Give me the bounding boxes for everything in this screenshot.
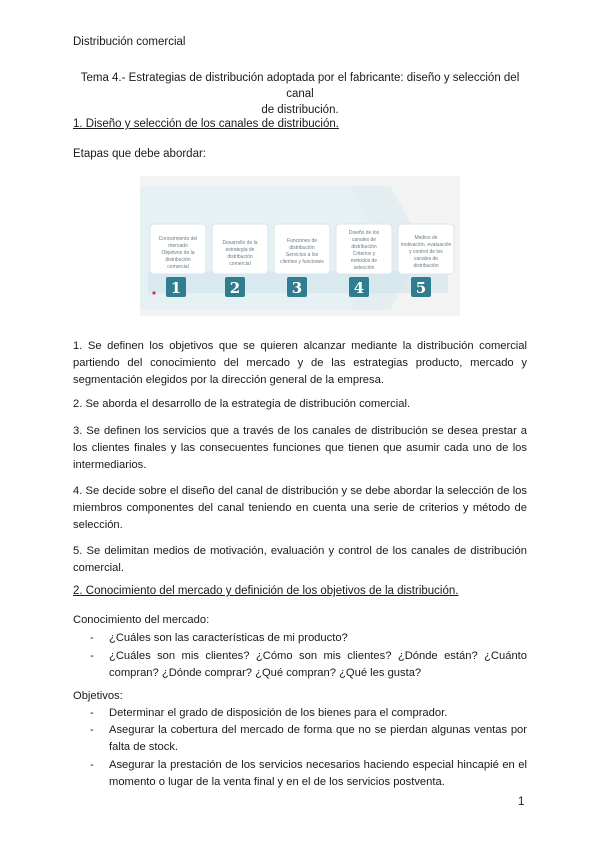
- step-3-caption-1: Funciones de: [286, 238, 318, 244]
- list-item: [90, 722, 527, 756]
- paragraph-1: 1. Se definen los objetivos que se quieren alcanzar mediante la distribución comercial partiendo del conocimiento del mercado y de las estrategias producto, mercado y segmentación elegidos por la dirección general de la empresa.: [73, 340, 527, 386]
- section-1-heading: 1. Diseño y selección de los canales de distribución.: [73, 118, 339, 130]
- step-5-caption-4: canales de: [413, 256, 439, 262]
- title-line-1: Tema 4.- Estrategias de distribución adoptada por el fabricante: diseño y selección del canal: [80, 72, 520, 100]
- step-4-caption-5: métodos de: [350, 258, 378, 264]
- list-item: [90, 705, 527, 722]
- step-3-caption-3: Servicios a los: [285, 252, 319, 258]
- step-1-caption-4: distribución: [165, 257, 191, 263]
- paragraph-3: 3. Se definen los servicios que a través de los canales de distribución se desea prestar a los clientes finales y las consecuentes funciones que tienen que asumir cada uno de los intermediarios.: [73, 425, 527, 471]
- section-2-heading: 2. Conocimiento del mercado y definición de los objetivos de la distribución.: [73, 585, 459, 597]
- step-4-caption-2: canales de: [351, 237, 377, 243]
- paragraph-5: 5. Se delimitan medios de motivación, evaluación y control de los canales de distribución comercial.: [73, 545, 527, 574]
- list-item: [90, 648, 527, 682]
- red-dot-marker: [152, 291, 155, 294]
- step-4-number: 4: [353, 279, 365, 297]
- paragraph-4: 4. Se decide sobre el diseño del canal de distribución y se debe abordar la selección de los miembros componentes del canal teniendo en cuenta una serie de criterios y método de selección.: [73, 485, 527, 531]
- step-3-number: 3: [291, 279, 303, 297]
- step-4-caption-4: Criterios y: [352, 251, 376, 257]
- list-item-text: Asegurar la cobertura del mercado de forma que no se pierdan algunas ventas por falta de stock.: [109, 724, 527, 753]
- step-5-caption-1: Medios de: [414, 235, 438, 241]
- step-2-caption-3: distribución: [227, 254, 253, 260]
- bullet-dash: -: [90, 650, 94, 662]
- step-4-caption-3: distribución: [351, 244, 377, 250]
- step-4-caption-1: Diseño de los: [348, 230, 380, 236]
- page-header: Distribución comercial: [73, 36, 186, 48]
- conocimiento-title: Conocimiento del mercado:: [73, 614, 210, 626]
- page-number: 1: [518, 796, 525, 808]
- objetivos-title: Objetivos:: [73, 690, 123, 702]
- step-2-number: 2: [229, 279, 241, 297]
- bullet-dash: -: [90, 632, 94, 644]
- list-item-text: ¿Cuáles son las características de mi producto?: [109, 632, 348, 644]
- step-1-caption-5: comercial: [167, 264, 189, 270]
- title-line-2: de distribución.: [261, 104, 339, 116]
- list-item-text: ¿Cuáles son mis clientes? ¿Cómo son mis clientes? ¿Dónde están? ¿Cuánto compran? ¿Dónde comprar? ¿Qué compran? ¿Qué les gusta?: [109, 650, 527, 679]
- section-1-intro: Etapas que debe abordar:: [73, 148, 206, 160]
- list-item-text: Determinar el grado de disposición de los bienes para el comprador.: [109, 707, 448, 719]
- stages-diagram: [140, 176, 460, 316]
- step-1-caption-3: Objetivos de la: [161, 250, 195, 256]
- bullet-dash: -: [90, 759, 94, 771]
- step-5-caption-3: y control de los: [409, 249, 443, 255]
- bullet-dash: -: [90, 707, 94, 719]
- step-1-number: 1: [170, 279, 182, 297]
- step-1-caption-2: mercado: [168, 243, 188, 249]
- step-2-caption-1: Desarrollo de la: [222, 240, 258, 246]
- step-1-caption-1: Conocimiento del: [158, 236, 198, 242]
- step-5-number: 5: [415, 279, 427, 297]
- step-5-caption-2: motivación, evaluación: [400, 242, 452, 248]
- step-3-caption-4: clientes y funciones: [280, 259, 324, 265]
- step-2-caption-2: estrategia de: [225, 247, 255, 253]
- document-title: [73, 70, 527, 118]
- stages-figure: [140, 176, 460, 316]
- bullet-dash: -: [90, 724, 94, 736]
- list-item: [90, 757, 527, 791]
- step-5-caption-5: distribución: [413, 263, 439, 269]
- list-item-text: Asegurar la prestación de los servicios necesarios haciendo especial hincapié en el momento o lugar de la venta final y en el de los servicios postventa.: [109, 759, 527, 788]
- list-item: [90, 630, 527, 647]
- step-2-caption-4: comercial: [229, 261, 251, 267]
- step-3-caption-2: distribución: [289, 245, 315, 251]
- step-4-caption-6: selección: [353, 265, 375, 271]
- paragraph-2: 2. Se aborda el desarrollo de la estrategia de distribución comercial.: [73, 398, 411, 410]
